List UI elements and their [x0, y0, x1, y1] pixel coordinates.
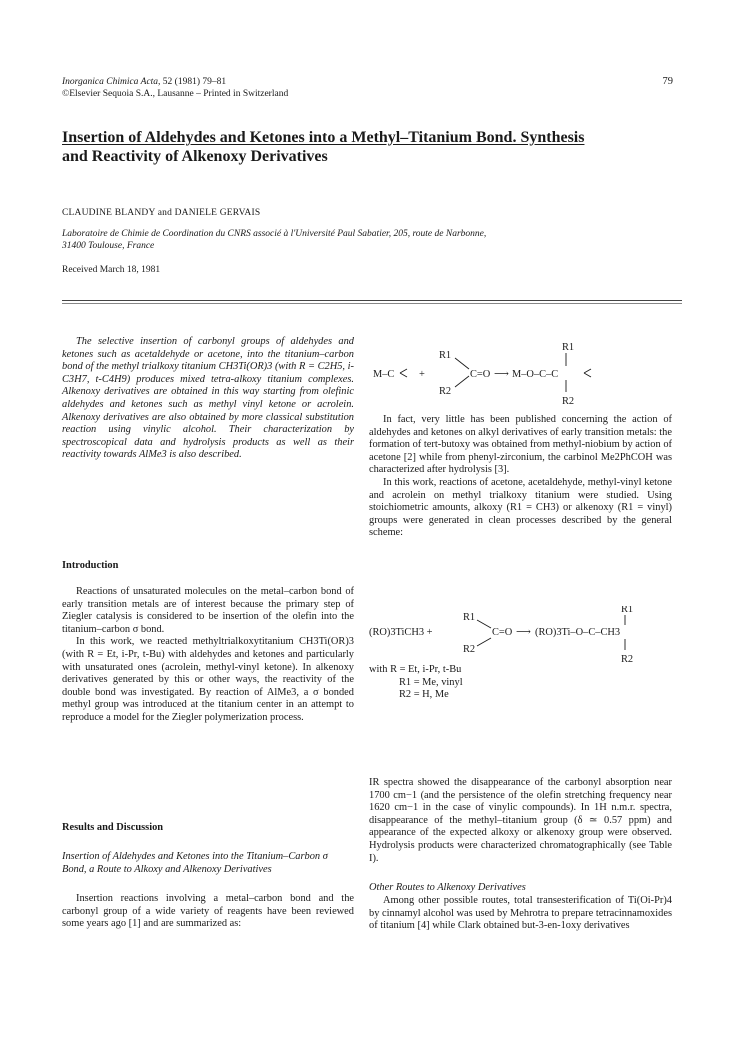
right-paragraph-1: In fact, very little has been published concerning the action of aldehydes and ketones on alkyl derivatives of early transition metals: the formation of tert-butoxy was obtained from methyl-niobium by action of acetone [2] while from phenyl-zirconium, the carbinol Me2PhCOH was characterized after hydrolysis [3].: [369, 414, 672, 476]
affiliation-line-2: 31400 Toulouse, France: [62, 241, 155, 251]
scheme2-product-r1: R1: [621, 606, 634, 615]
scheme1-r1: R1: [439, 350, 452, 361]
results-heading: Results and Discussion: [62, 822, 164, 833]
abstract-text: The selective insertion of carbonyl groups of aldehydes and ketones such as acetaldehyde or acetone, into the titanium–carbon bond of the methyl trialkoxy titanium CH3Ti(OR)3 (with R = C2H5, i-C3H7, t-C4H9) produces mixed tetra-alkoxy titanium complexes. Alkenoxy derivatives are obtained in this way starting from olefinic aldehydes and ketones such as methyl vinyl ketone or acrolein. Alkenoxy derivatives are also obtained by more classical substitution reaction using vinylic alcohol. Their characterization by spectroscopical data and hydrolysis products as well as their reactivity towards AlMe3 is also described.: [62, 336, 354, 461]
divider: [62, 303, 682, 304]
scheme1-r2: R2: [439, 386, 452, 397]
right-paragraph-2: In this work, reactions of acetone, acetaldehyde, methyl-vinyl ketone and acrolein on methyl trialkoxy titanium were studied. Using stoichiometric amounts, alkoxy (R1 = CH3) or alkenoxy (R1 = vinyl) groups were generated in clean processes described by the general scheme:: [369, 476, 672, 539]
intro-paragraph-2: In this work, we reacted methyltrialkoxytitanium CH3Ti(OR)3 (with R = Et, i-Pr, t-Bu) with aldehydes and ketones and particularly with unsaturated ones (acrolein, methyl-vinyl ketone). In alkenoxy derivatives generated by this or other ways, the reactivity of the double bond was investigated. By reaction of AlMe3, a σ bonded methyl group was introduced at the titanium center in an attempt to reproduce a model for the Ziegler polymerization process.: [62, 636, 354, 723]
scheme1-product: M–O–C–C: [512, 369, 559, 380]
scheme2-reagent: (RO)3TiCH3 +: [369, 627, 433, 638]
introduction-body: [62, 586, 354, 725]
affiliation: [62, 228, 682, 252]
scheme1-product-r1: R1: [562, 342, 575, 353]
introduction-heading: Introduction: [62, 560, 119, 571]
scheme1-arrow: ⟶: [494, 369, 509, 380]
title-line-1: Insertion of Aldehydes and Ketones into a Methyl–Titanium Bond. Synthesis: [62, 129, 585, 146]
scheme2-r1: R1: [463, 612, 476, 623]
scheme1-metal-carbon: M–C: [373, 369, 395, 380]
scheme1-carbonyl: C=O: [470, 369, 491, 380]
spectra-paragraph: [369, 777, 672, 865]
scheme2-r2: R2: [463, 644, 476, 655]
scheme2-product: (RO)3Ti–O–C–CH3: [535, 627, 621, 638]
reaction-scheme-2: [369, 606, 679, 668]
ir-paragraph: IR spectra showed the disappearance of the carbonyl absorption near 1700 cm−1 (and the persistence of the olefin stretching frequency near 1620 cm−1 in the case of vinylic compounds). In 1H n.m.r. spectra, disappearance of the methyl–titanium group (δ ≃ 0.57 ppm) and appearance of the expected alkoxy or alkenoxy group were observed. Hydrolysis products were characterized chromatographically (see Table I).: [369, 777, 672, 864]
substituent-definitions: [369, 664, 672, 702]
other-routes-paragraph: Among other possible routes, total transesterification of Ti(Oi-Pr)4 by cinnamyl alcohol was used by Mehrotra to prepare tetracinnamoxides of titanium [4] while Clark obtained but-3-en-1oxy derivatives: [369, 895, 672, 932]
insertion-subheading: Insertion of Aldehydes and Ketones into the Titanium–Carbon σ Bond, a Route to Alkoxy and Alkenoxy Derivatives: [62, 851, 328, 875]
scheme1-plus: +: [419, 369, 425, 380]
divider: [62, 300, 682, 301]
scheme2-carbonyl: C=O: [492, 627, 513, 638]
title-line-2: and Reactivity of Alkenoxy Derivatives: [62, 148, 328, 165]
publisher-line: ©Elsevier Sequoia S.A., Lausanne – Printed in Switzerland: [62, 89, 289, 99]
definition-r: with R = Et, i-Pr, t-Bu: [369, 664, 462, 675]
scheme2-product-r2: R2: [621, 654, 634, 665]
right-column-text: [369, 414, 672, 540]
definition-r2: R2 = H, Me: [399, 689, 449, 701]
abstract: [62, 336, 354, 462]
received-date: Received March 18, 1981: [62, 265, 161, 275]
definition-r1: R1 = Me, vinyl: [399, 676, 463, 688]
page-number: 79: [662, 76, 673, 87]
insertion-body: [62, 893, 354, 931]
other-routes-body: [369, 895, 672, 933]
authors: CLAUDINE BLANDY and DANIELE GERVAIS: [62, 208, 261, 218]
running-header: [62, 76, 288, 100]
scheme2-arrow: ⟶: [516, 627, 531, 638]
reaction-scheme-1: [369, 336, 679, 410]
other-routes-heading: Other Routes to Alkenoxy Derivatives: [369, 882, 526, 893]
journal-citation: 52 (1981) 79–81: [160, 77, 227, 87]
journal-name: Inorganica Chimica Acta,: [62, 77, 161, 87]
insertion-paragraph: Insertion reactions involving a metal–carbon bond and the carbonyl group of a wide variety of reagents have been reviewed some years ago [1] and are summarized as:: [62, 893, 354, 930]
article-title: [62, 128, 682, 166]
scheme1-product-r2: R2: [562, 396, 575, 407]
affiliation-line-1: Laboratoire de Chimie de Coordination du CNRS associé à l'Université Paul Sabatier, 205, route de Narbonne,: [62, 229, 487, 239]
intro-paragraph-1: Reactions of unsaturated molecules on the metal–carbon bond of early transition metals are of interest because the primary step of Ziegler catalysis is considered to be insertion of the olefin into the titanium–carbon σ bond.: [62, 586, 354, 635]
